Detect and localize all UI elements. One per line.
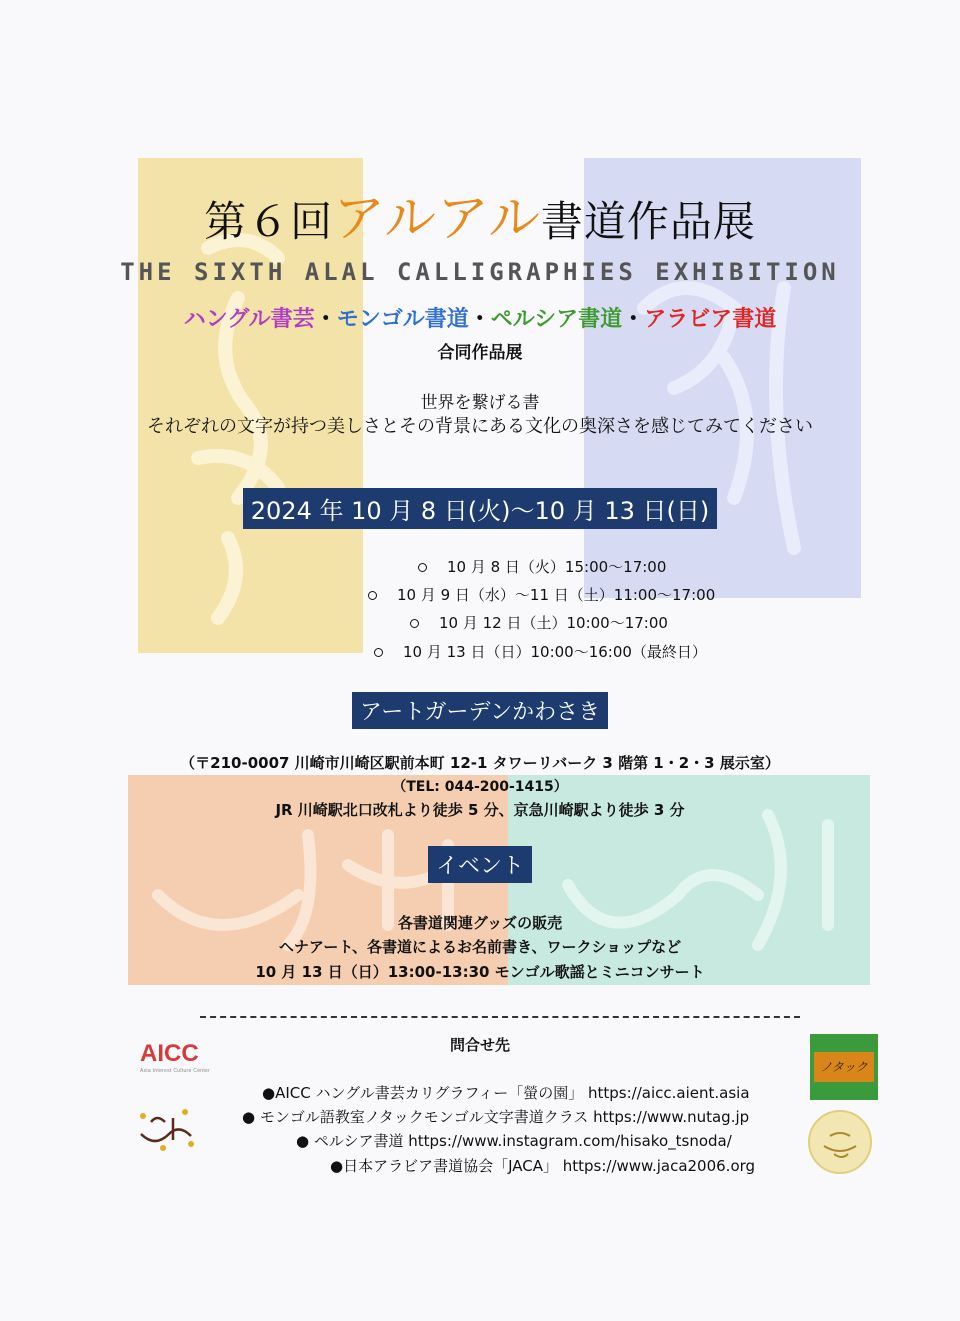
exhibition-title <box>0 176 960 251</box>
contact-heading: 問合せ先 <box>449 1036 510 1054</box>
script-name: ハングル書芸 <box>183 307 315 332</box>
separator-dot: ・ <box>468 307 491 332</box>
title-prefix: 第６回 <box>204 197 334 246</box>
venue-name: アートガーデンかわさき <box>352 692 608 729</box>
contact-item-nutag[interactable]: ● モンゴル語教室ノタックモンゴル文字書道クラス https://www.nutag.jp <box>242 1108 750 1126</box>
nutag-logo-text: ノタック <box>814 1052 874 1082</box>
separator-dot: ・ <box>314 307 337 332</box>
dashed-divider <box>200 1016 800 1018</box>
joint-exhibition-label: 合同作品展 <box>437 343 523 363</box>
persian-script-icon <box>133 1100 199 1160</box>
venue-access: JR 川崎駅北口改札より徒歩 5 分、京急川崎駅より徒歩 3 分 <box>275 801 685 819</box>
venue-tel: （TEL: 044-200-1415） <box>392 779 568 795</box>
schedule-item: 10 月 9 日（水）～11 日（土）11:00～17:00 <box>368 584 715 605</box>
bullet-circle-icon <box>418 563 427 572</box>
dates-banner-text: 2024 年 10 月 8 日(火)～10 月 13 日(日) <box>243 488 717 529</box>
arabic-calligraphy-seal-logo <box>808 1110 872 1174</box>
venue-address: （〒210-0007 川崎市川崎区駅前本町 12-1 タワーリバーク 3 階第 1・2・3 展示室） <box>180 754 780 772</box>
script-name: ペルシア書道 <box>490 307 623 332</box>
nutag-logo <box>810 1034 878 1100</box>
dates-banner <box>0 488 960 529</box>
event-item: ヘナアート、各書道によるお名前書き、ワークショップなど <box>278 938 682 956</box>
script-name: アラビア書道 <box>644 307 777 332</box>
event-item: 各書道関連グッズの販売 <box>397 914 563 932</box>
aicc-logo: AICC Asia Interest Culture Center <box>140 1040 211 1074</box>
contact-item-persian[interactable]: ● ペルシア書道 https://www.instagram.com/hisako_tsnoda/ <box>296 1132 732 1150</box>
tagline-line-2: それぞれの文字が持つ美しさとその背景にある文化の奥深さを感じてみてください <box>147 416 813 437</box>
bullet-circle-icon <box>374 648 383 657</box>
venue-banner <box>0 692 960 729</box>
seal-calligraphy-icon <box>810 1112 870 1172</box>
contact-item-aicc[interactable]: ●AICC ハングル書芸カリグラフィー「螢の園」 https://aicc.aient.asia <box>262 1084 750 1102</box>
bullet-circle-icon <box>368 591 377 600</box>
title-suffix: 書道作品展 <box>540 197 756 246</box>
event-item: 10 月 13 日（日）13:00-13:30 モンゴル歌謡とミニコンサート <box>255 963 705 981</box>
script-name: モンゴル書道 <box>336 307 469 332</box>
event-banner <box>0 846 960 883</box>
schedule-item: 10 月 8 日（火）15:00～17:00 <box>418 556 666 577</box>
tagline-line-1: 世界を繋げる書 <box>420 393 540 413</box>
persian-calligraphy-logo <box>133 1100 199 1160</box>
aicc-logo-subtitle: Asia Interest Culture Center <box>140 1068 211 1074</box>
english-subtitle: THE SIXTH ALAL CALLIGRAPHIES EXHIBITION <box>120 258 840 286</box>
title-kana: アルアル <box>333 189 541 249</box>
event-heading: イベント <box>428 846 532 883</box>
bullet-circle-icon <box>410 619 419 628</box>
script-list <box>0 302 960 333</box>
separator-dot: ・ <box>622 307 645 332</box>
schedule-item: 10 月 12 日（土）10:00～17:00 <box>410 612 668 633</box>
contact-item-jaca[interactable]: ●日本アラビア書道協会「JACA」 https://www.jaca2006.org <box>330 1157 756 1175</box>
schedule-item: 10 月 13 日（日）10:00～16:00（最終日） <box>374 641 707 662</box>
